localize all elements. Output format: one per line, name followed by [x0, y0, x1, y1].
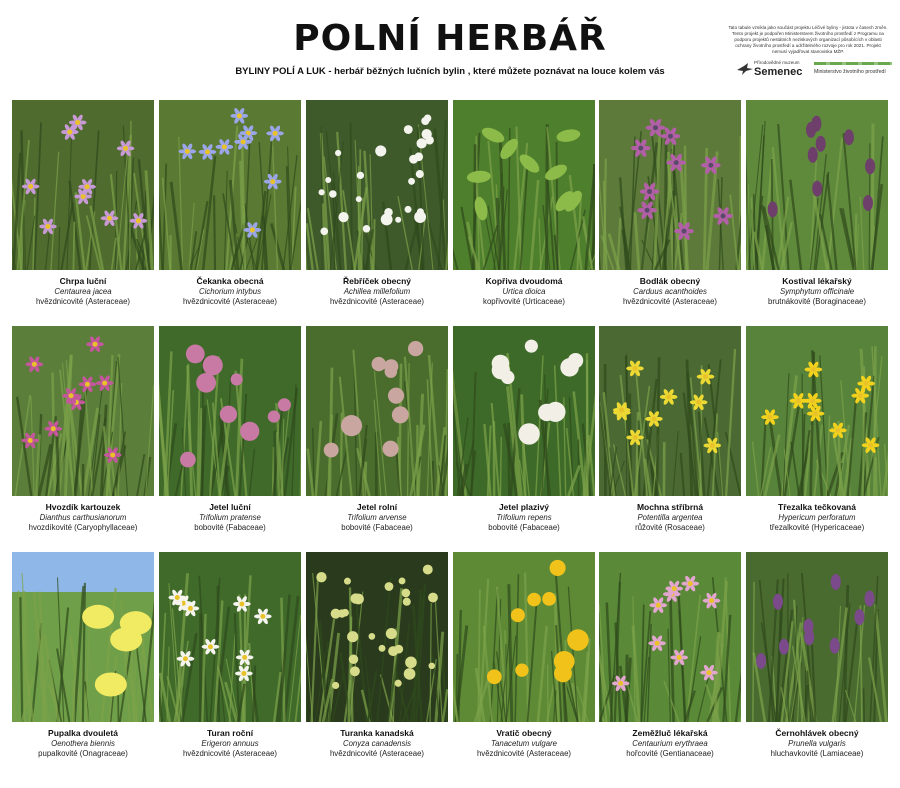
plant-card: [12, 326, 154, 533]
plant-caption: [159, 276, 301, 307]
plant-latin-name: Trifolium arvense: [347, 513, 407, 522]
plant-family: pupalkovité (Onagraceae): [38, 749, 128, 758]
plant-czech-name: Čekanka obecná: [196, 276, 264, 286]
museum-logo-name: Semenec: [754, 66, 803, 78]
plant-czech-name: Jetel plazivý: [498, 502, 550, 512]
ministry-logo-bar: [814, 62, 892, 65]
plant-family: hvězdnicovité (Asteraceae): [329, 297, 425, 306]
partner-logos: [736, 58, 892, 82]
plant-card: [12, 100, 154, 307]
plant-family: hvězdnicovité (Asteraceae): [622, 297, 718, 306]
plant-photo: [599, 552, 741, 722]
plant-card: [159, 100, 301, 307]
plant-caption: [599, 728, 741, 759]
plant-czech-name: Kostival lékařský: [782, 276, 852, 286]
plant-latin-name: Dianthus carthusianorum: [39, 513, 127, 522]
plant-czech-name: Mochna stříbrná: [636, 502, 704, 512]
plant-caption: [599, 502, 741, 533]
plant-family: hvozdíkovité (Caryophyllaceae): [28, 523, 138, 532]
plant-latin-name: Erigeron annuus: [201, 739, 259, 748]
plant-latin-name: Achillea millefolium: [343, 287, 411, 296]
plant-latin-name: Cichorium intybus: [199, 287, 261, 296]
plant-caption: [12, 502, 154, 533]
plant-latin-name: Conyza canadensis: [342, 739, 412, 748]
plant-family: kopřivovité (Urticaceae): [483, 297, 565, 306]
plant-card: [453, 326, 595, 533]
plant-family: hvězdnicovité (Asteraceae): [35, 297, 131, 306]
plant-photo: [159, 552, 301, 722]
plant-photo: [453, 326, 595, 496]
plant-photo: [599, 100, 741, 270]
plant-family: hluchavkovité (Lamiaceae): [770, 749, 864, 758]
plant-family: hvězdnicovité (Asteraceae): [476, 749, 572, 758]
plant-photo: [12, 100, 154, 270]
plant-latin-name: Prunella vulgaris: [788, 739, 846, 748]
project-note: Tato tabule vznikla jako součást projektu Léčivé byliny - jistota v časech změn. Tento projekt je podpořen Ministerstvem životního prostředí z Programu na podporu projektů nestátních neziskových organizací působících v oblasti ochrany životního prostředí a udržitelného rozvoje pro rok 2021. Projekt nemusí vyjadřovat stanoviska MŽP.: [728, 25, 888, 54]
plant-card: [599, 100, 741, 307]
plant-caption: [746, 728, 888, 759]
plant-czech-name: Turan roční: [206, 728, 254, 738]
museum-logo-small: Přírodovědné muzeum: [754, 60, 800, 65]
plant-family: bobovité (Fabaceae): [488, 523, 560, 532]
plant-family: brutnákovité (Boraginaceae): [768, 297, 866, 306]
plant-family: hořcovité (Gentianaceae): [626, 749, 714, 758]
plant-czech-name: Chrpa luční: [59, 276, 107, 286]
plant-caption: [306, 276, 448, 307]
plant-photo: [599, 326, 741, 496]
plant-czech-name: Pupalka dvouletá: [48, 728, 118, 738]
plant-photo: [746, 552, 888, 722]
plant-czech-name: Bodlák obecný: [639, 276, 701, 286]
plant-family: bobovité (Fabaceae): [341, 523, 413, 532]
plant-caption: [159, 502, 301, 533]
plant-caption: [453, 276, 595, 307]
plant-czech-name: Zeměžluč lékařská: [632, 728, 708, 738]
plant-family: hvězdnicovité (Asteraceae): [182, 297, 278, 306]
plant-latin-name: Trifolium repens: [496, 513, 552, 522]
plant-caption: [12, 276, 154, 307]
plant-latin-name: Centaurium erythraea: [632, 739, 708, 748]
plant-card: [12, 552, 154, 759]
plant-card: [453, 552, 595, 759]
plant-czech-name: Jetel rolní: [356, 502, 398, 512]
plant-card: [306, 326, 448, 533]
plant-caption: [159, 728, 301, 759]
plant-caption: [453, 728, 595, 759]
plant-photo: [746, 100, 888, 270]
plant-caption: [306, 502, 448, 533]
plant-family: hvězdnicovité (Asteraceae): [329, 749, 425, 758]
plant-caption: [746, 276, 888, 307]
plant-photo: [453, 100, 595, 270]
ministry-logo-name: Ministerstvo životního prostředí: [814, 69, 886, 75]
plant-photo: [453, 552, 595, 722]
plant-czech-name: Kopřiva dvoudomá: [485, 276, 563, 286]
plant-card: [159, 552, 301, 759]
plant-czech-name: Turanka kanadská: [340, 728, 414, 738]
plant-card: [306, 552, 448, 759]
plant-latin-name: Potentilla argentea: [637, 513, 703, 522]
plant-latin-name: Tanacetum vulgare: [490, 739, 558, 748]
plant-photo: [306, 100, 448, 270]
plant-photo: [306, 326, 448, 496]
plant-card: [746, 100, 888, 307]
plant-czech-name: Vratič obecný: [496, 728, 552, 738]
herbarium-grid: [12, 100, 890, 780]
plant-card: [306, 100, 448, 307]
plant-caption: [306, 728, 448, 759]
ministry-logo: [814, 60, 894, 80]
plant-photo: [12, 326, 154, 496]
plant-card: [453, 100, 595, 307]
plant-family: růžovité (Rosaceae): [635, 523, 705, 532]
plant-caption: [746, 502, 888, 533]
plant-caption: [12, 728, 154, 759]
plant-card: [746, 552, 888, 759]
page-subtitle: BYLINY POLÍ A LUK - herbář běžných lučních bylin , které můžete poznávat na louce kolem vás: [235, 66, 665, 77]
plant-latin-name: Symphytum officinale: [779, 287, 855, 296]
plant-caption: [453, 502, 595, 533]
plant-family: třezalkovité (Hypericaceae): [769, 523, 865, 532]
plant-latin-name: Hypericum perforatum: [778, 513, 856, 522]
plant-card: [159, 326, 301, 533]
plant-czech-name: Řebříček obecný: [342, 276, 412, 286]
plant-card: [599, 552, 741, 759]
plant-photo: [159, 100, 301, 270]
plant-latin-name: Oenothera biennis: [51, 739, 115, 748]
page-title: POLNÍ HERBÁŘ: [293, 18, 607, 59]
plant-czech-name: Hvozdík kartouzek: [45, 502, 121, 512]
plant-czech-name: Třezalka tečkovaná: [778, 502, 856, 512]
plant-photo: [746, 326, 888, 496]
plant-photo: [12, 552, 154, 722]
plant-latin-name: Urtica dioica: [502, 287, 546, 296]
plant-family: hvězdnicovité (Asteraceae): [182, 749, 278, 758]
plant-card: [599, 326, 741, 533]
plant-photo: [159, 326, 301, 496]
plant-caption: [599, 276, 741, 307]
plant-latin-name: Carduus acanthoides: [633, 287, 707, 296]
plant-czech-name: Jetel luční: [209, 502, 251, 512]
museum-logo: [736, 60, 806, 80]
plant-family: bobovité (Fabaceae): [194, 523, 266, 532]
plant-card: [746, 326, 888, 533]
plant-latin-name: Trifolium pratense: [199, 513, 261, 522]
plant-czech-name: Černohlávek obecný: [775, 728, 859, 738]
plant-latin-name: Centaurea jacea: [54, 287, 112, 296]
plant-photo: [306, 552, 448, 722]
bird-icon: [736, 62, 754, 76]
